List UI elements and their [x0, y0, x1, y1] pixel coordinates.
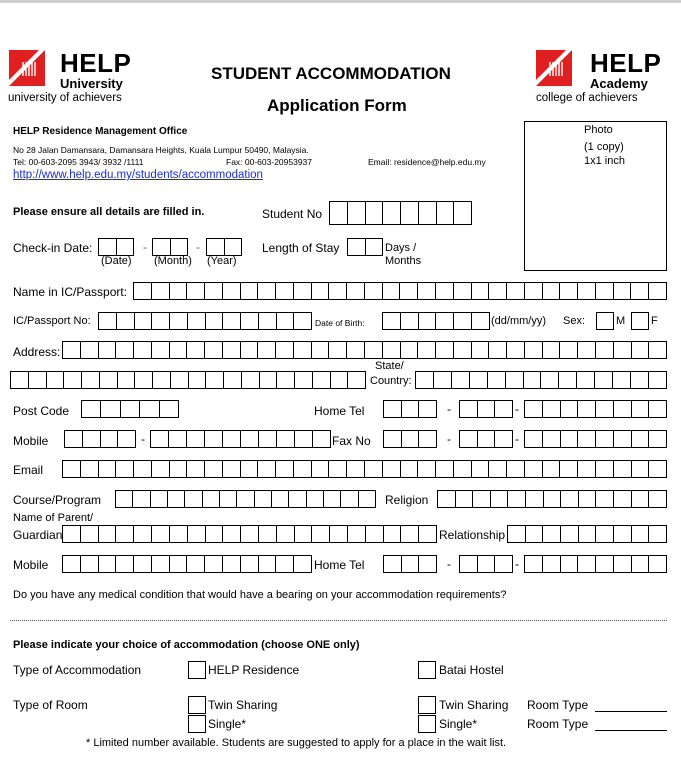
room-type-input-2[interactable] — [595, 730, 667, 731]
postcode-input[interactable] — [81, 400, 179, 418]
medical-answer-line[interactable] — [10, 620, 667, 621]
help-academy-logo-icon — [536, 50, 572, 86]
mobile-code-input[interactable] — [64, 430, 136, 448]
name-input[interactable] — [133, 282, 667, 300]
year-hint: (Year) — [207, 255, 237, 267]
ic-label: IC/Passport No: — [13, 315, 91, 327]
home-tel-number-input[interactable] — [524, 400, 667, 418]
sex-female-checkbox[interactable] — [631, 312, 649, 330]
date-separator: - — [143, 240, 147, 254]
religion-input[interactable] — [437, 490, 667, 508]
religion-label: Religion — [385, 493, 429, 507]
guardian-tel-separator: - — [515, 557, 519, 571]
right-logo-tagline: college of achievers — [536, 92, 638, 104]
mobile-label: Mobile — [13, 434, 49, 448]
help-residence-checkbox[interactable] — [188, 661, 206, 679]
room-type-label-2: Room Type — [527, 717, 589, 731]
country-label: Country: — [370, 375, 412, 387]
office-fax: Fax: 00-603-20953937 — [226, 157, 313, 167]
guardian-home-tel-label: Home Tel — [314, 558, 365, 572]
guardian-tel-number-input[interactable] — [524, 555, 667, 573]
hostel-twin-checkbox[interactable] — [418, 696, 436, 714]
photo-copies: (1 copy) — [584, 141, 624, 153]
sex-label: Sex: — [563, 315, 586, 327]
parent-label-line1: Name of Parent/ — [13, 512, 94, 524]
course-input[interactable] — [115, 490, 376, 508]
photo-label: Photo — [584, 124, 613, 136]
home-tel-prefix-input[interactable] — [459, 400, 513, 418]
student-no-label: Student No — [262, 207, 323, 221]
fax-code-input[interactable] — [383, 430, 437, 448]
tel-separator: - — [515, 402, 519, 416]
tel-separator: - — [447, 402, 451, 416]
help-residence-label: HELP Residence — [208, 663, 300, 677]
guardian-name-input[interactable] — [62, 525, 437, 543]
date-hint: (Date) — [101, 255, 132, 267]
home-tel-code-input[interactable] — [383, 400, 437, 418]
name-label: Name in IC/Passport: — [13, 285, 128, 299]
office-tel: Tel: 00-603-2095 3943/ 3932 /1111 — [13, 157, 144, 167]
fax-separator: - — [515, 432, 519, 446]
date-separator: - — [196, 240, 200, 254]
sex-male-label: M — [616, 315, 626, 327]
course-label: Course/Program — [13, 493, 102, 507]
left-logo-tagline: university of achievers — [8, 92, 122, 104]
email-input[interactable] — [62, 460, 667, 478]
office-name: HELP Residence Management Office — [13, 126, 188, 137]
page-top-border — [0, 0, 681, 3]
guardian-tel-separator: - — [447, 557, 451, 571]
dob-label: Date of Birth: — [315, 318, 365, 328]
guardian-tel-prefix-input[interactable] — [459, 555, 513, 573]
office-email: Email: residence@help.edu.my — [368, 157, 486, 167]
email-label: Email — [13, 463, 44, 477]
relationship-input[interactable] — [507, 525, 667, 543]
postcode-label: Post Code — [13, 404, 70, 418]
office-website-link[interactable]: http://www.help.edu.my/students/accommodation — [13, 169, 263, 181]
guardian-tel-code-input[interactable] — [383, 555, 437, 573]
months-label: Months — [385, 255, 422, 267]
state-country-input[interactable] — [415, 371, 667, 389]
left-logo-brand: HELP — [60, 48, 132, 78]
address-line1-input[interactable] — [62, 341, 667, 359]
help-university-logo-icon — [9, 50, 45, 86]
fax-prefix-input[interactable] — [459, 430, 513, 448]
guardian-mobile-input[interactable] — [62, 555, 312, 573]
days-label: Days / — [385, 242, 417, 254]
parent-label-line2: Guardian — [13, 528, 63, 542]
checkin-label: Check-in Date: — [13, 241, 93, 255]
fax-number-input[interactable] — [524, 430, 667, 448]
left-logo-sub: University — [60, 76, 123, 91]
month-hint: (Month) — [154, 255, 192, 267]
right-logo-brand: HELP — [590, 48, 662, 78]
office-address: No 28 Jalan Damansara, Damansara Heights, Kuala Lumpur 50490, Malaysia. — [13, 145, 309, 155]
address-label: Address: — [13, 345, 61, 359]
relationship-label: Relationship — [439, 528, 506, 542]
room-type-label-1: Room Type — [527, 698, 589, 712]
checkin-month-input[interactable] — [152, 238, 188, 256]
dob-format-hint: (dd/mm/yy) — [491, 315, 546, 327]
mobile-number-input[interactable] — [150, 430, 331, 448]
page-subtitle: Application Form — [267, 96, 407, 115]
state-label: State/ — [375, 360, 404, 372]
batai-hostel-checkbox[interactable] — [418, 661, 436, 679]
residence-single-label: Single* — [208, 717, 247, 731]
accommodation-heading: Please indicate your choice of accommodation (choose ONE only) — [13, 639, 360, 651]
guardian-mobile-label: Mobile — [13, 558, 49, 572]
dob-input[interactable] — [382, 312, 490, 330]
student-no-input[interactable] — [329, 201, 472, 225]
batai-hostel-label: Batai Hostel — [439, 663, 504, 677]
medical-question: Do you have any medical condition that would have a bearing on your accommodation requirements? — [13, 589, 507, 601]
checkin-day-input[interactable] — [98, 238, 134, 256]
hostel-twin-label: Twin Sharing — [439, 698, 509, 712]
address-line2-input[interactable] — [10, 371, 366, 389]
ic-input[interactable] — [98, 312, 312, 330]
mobile-separator: - — [141, 432, 145, 446]
residence-twin-label: Twin Sharing — [208, 698, 278, 712]
fax-separator: - — [447, 432, 451, 446]
room-type-input-1[interactable] — [595, 711, 667, 712]
fax-label: Fax No — [332, 434, 371, 448]
home-tel-label: Home Tel — [314, 404, 365, 418]
accommodation-type-label: Type of Accommodation — [13, 663, 142, 677]
sex-female-label: F — [651, 315, 658, 327]
length-of-stay-input[interactable] — [347, 238, 383, 256]
sex-male-checkbox[interactable] — [596, 312, 614, 330]
ensure-note: Please ensure all details are filled in. — [13, 206, 205, 218]
hostel-single-checkbox[interactable] — [418, 715, 436, 733]
photo-size: 1x1 inch — [584, 155, 625, 167]
right-logo-sub: Academy — [590, 76, 648, 91]
residence-twin-checkbox[interactable] — [188, 696, 206, 714]
page-title: STUDENT ACCOMMODATION — [211, 64, 451, 83]
availability-note: * Limited number available. Students are suggested to apply for a place in the wait list. — [86, 737, 507, 749]
residence-single-checkbox[interactable] — [188, 715, 206, 733]
hostel-single-label: Single* — [439, 717, 478, 731]
room-type-label: Type of Room — [13, 698, 88, 712]
checkin-year-input[interactable] — [206, 238, 242, 256]
length-of-stay-label: Length of Stay — [262, 241, 340, 255]
